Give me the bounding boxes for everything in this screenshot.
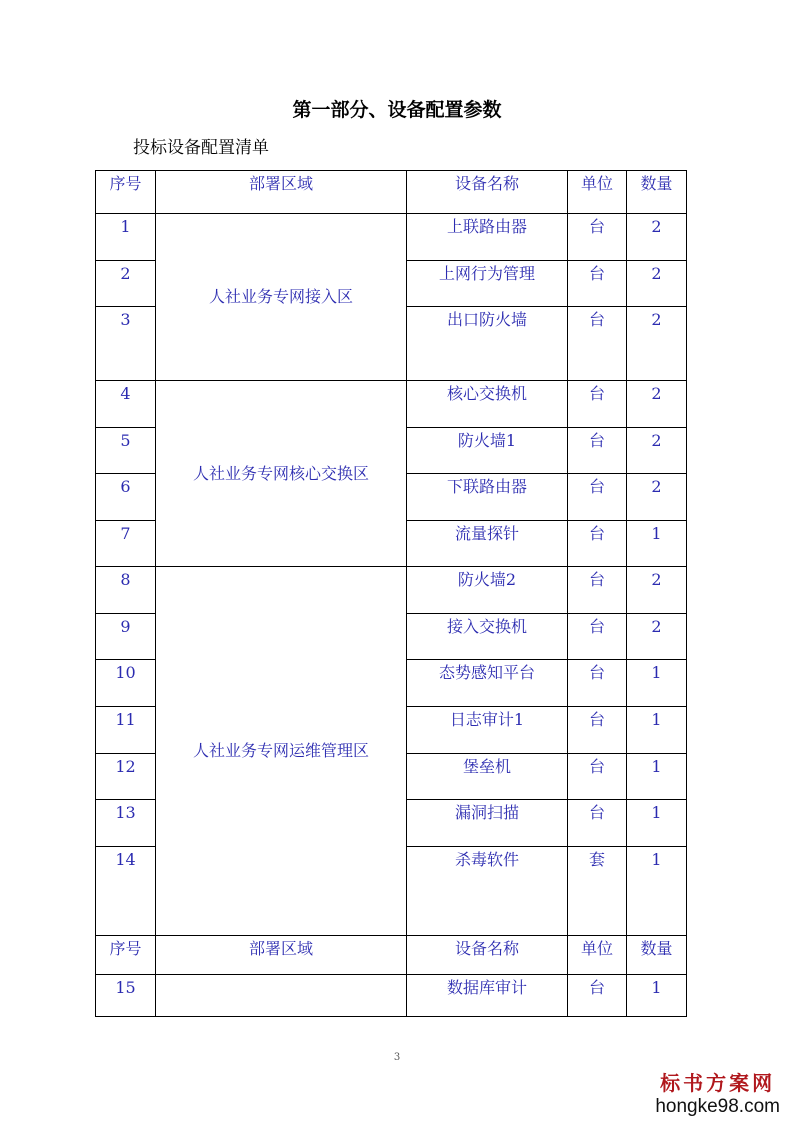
- quantity-cell: 2: [627, 614, 687, 660]
- table-row: [96, 975, 687, 1017]
- header-cell: 单位: [568, 171, 627, 214]
- quantity-cell: 1: [627, 975, 687, 1017]
- device-name: 防火墙2: [407, 567, 568, 614]
- row-number: 1: [96, 214, 156, 261]
- quantity-cell: 1: [627, 521, 687, 567]
- row-number: 14: [96, 847, 156, 936]
- region-cell: 人社业务专网接入区: [156, 214, 407, 381]
- unit-cell: 台: [568, 660, 627, 707]
- region-cell: [156, 975, 407, 1017]
- device-name: 核心交换机: [407, 381, 568, 428]
- unit-cell: 套: [568, 847, 627, 936]
- device-name: 上网行为管理: [407, 261, 568, 307]
- header-cell: 数量: [627, 936, 687, 975]
- unit-cell: 台: [568, 521, 627, 567]
- device-name: 接入交换机: [407, 614, 568, 660]
- header-cell: 序号: [96, 936, 156, 975]
- page-title: 第一部分、设备配置参数: [292, 99, 502, 121]
- device-name: 日志审计1: [407, 707, 568, 754]
- unit-cell: 台: [568, 214, 627, 261]
- region-cell: 人社业务专网运维管理区: [156, 567, 407, 936]
- unit-cell: 台: [568, 261, 627, 307]
- row-number: 15: [96, 975, 156, 1017]
- quantity-cell: 2: [627, 261, 687, 307]
- equipment-table: [95, 170, 687, 1017]
- row-number: 4: [96, 381, 156, 428]
- row-number: 3: [96, 307, 156, 381]
- header-cell: 设备名称: [407, 936, 568, 975]
- region-cell: 人社业务专网核心交换区: [156, 381, 407, 567]
- site-watermark: [655, 1067, 780, 1118]
- table-row: [96, 381, 687, 428]
- row-number: 8: [96, 567, 156, 614]
- row-number: 5: [96, 428, 156, 474]
- unit-cell: 台: [568, 381, 627, 428]
- table-header-row: [96, 171, 687, 214]
- device-name: 态势感知平台: [407, 660, 568, 707]
- row-number: 12: [96, 754, 156, 800]
- device-name: 流量探针: [407, 521, 568, 567]
- quantity-cell: 1: [627, 660, 687, 707]
- page-number: 3: [393, 1052, 401, 1063]
- header-cell: 序号: [96, 171, 156, 214]
- row-number: 6: [96, 474, 156, 521]
- quantity-cell: 2: [627, 474, 687, 521]
- quantity-cell: 2: [627, 214, 687, 261]
- unit-cell: 台: [568, 800, 627, 847]
- quantity-cell: 1: [627, 800, 687, 847]
- quantity-cell: 2: [627, 428, 687, 474]
- table-row: [96, 567, 687, 614]
- quantity-cell: 1: [627, 847, 687, 936]
- unit-cell: 台: [568, 975, 627, 1017]
- header-cell: 单位: [568, 936, 627, 975]
- row-number: 10: [96, 660, 156, 707]
- row-number: 2: [96, 261, 156, 307]
- quantity-cell: 2: [627, 307, 687, 381]
- device-name: 出口防火墙: [407, 307, 568, 381]
- header-cell: 设备名称: [407, 171, 568, 214]
- unit-cell: 台: [568, 567, 627, 614]
- unit-cell: 台: [568, 474, 627, 521]
- table-header-row: [96, 936, 687, 975]
- unit-cell: 台: [568, 754, 627, 800]
- quantity-cell: 2: [627, 567, 687, 614]
- device-name: 上联路由器: [407, 214, 568, 261]
- device-name: 堡垒机: [407, 754, 568, 800]
- row-number: 9: [96, 614, 156, 660]
- device-name: 杀毒软件: [407, 847, 568, 936]
- row-number: 11: [96, 707, 156, 754]
- row-number: 7: [96, 521, 156, 567]
- row-number: 13: [96, 800, 156, 847]
- quantity-cell: 1: [627, 754, 687, 800]
- unit-cell: 台: [568, 707, 627, 754]
- section-subtitle: 投标设备配置清单: [133, 138, 269, 158]
- device-name: 下联路由器: [407, 474, 568, 521]
- unit-cell: 台: [568, 428, 627, 474]
- watermark-cn: 标书方案网: [660, 1071, 776, 1095]
- device-name: 防火墙1: [407, 428, 568, 474]
- quantity-cell: 2: [627, 381, 687, 428]
- device-name: 数据库审计: [407, 975, 568, 1017]
- unit-cell: 台: [568, 614, 627, 660]
- device-name: 漏洞扫描: [407, 800, 568, 847]
- watermark-en: hongke98.com: [655, 1096, 780, 1117]
- unit-cell: 台: [568, 307, 627, 381]
- header-cell: 部署区域: [156, 936, 407, 975]
- header-cell: 数量: [627, 171, 687, 214]
- quantity-cell: 1: [627, 707, 687, 754]
- table-row: [96, 214, 687, 261]
- header-cell: 部署区域: [156, 171, 407, 214]
